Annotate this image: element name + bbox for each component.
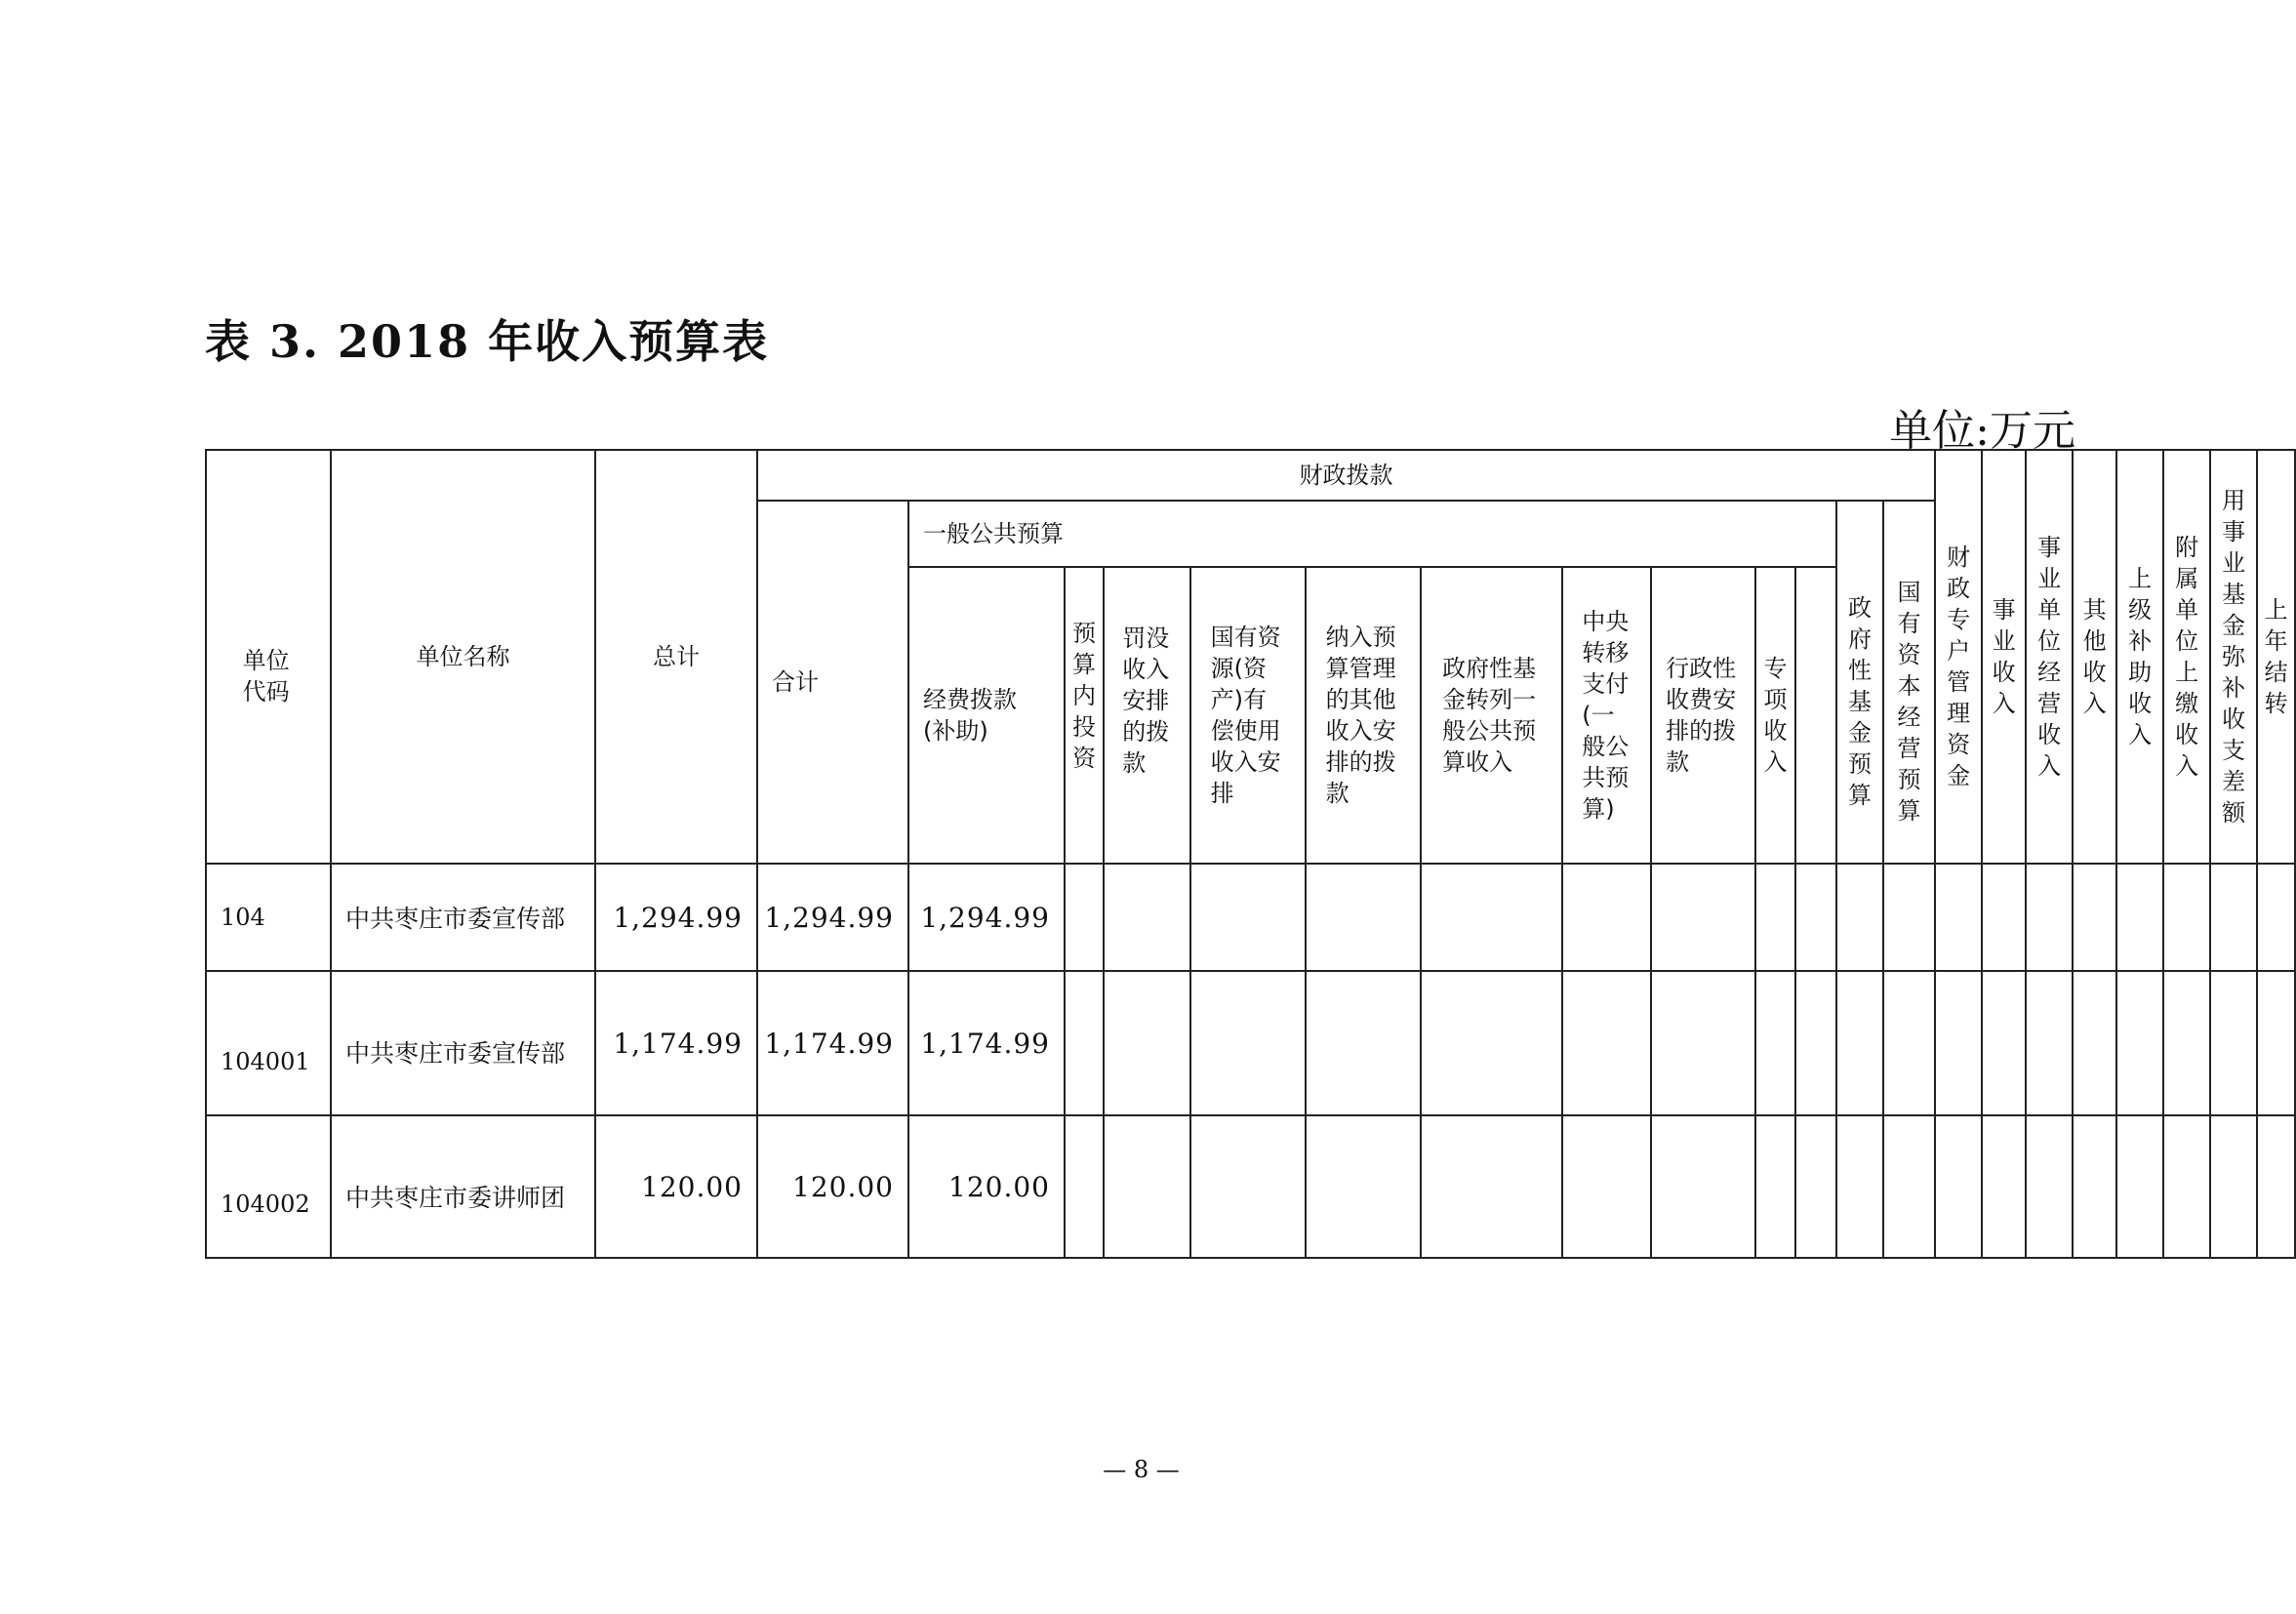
empty-cell bbox=[2116, 1115, 2163, 1258]
empty-cell bbox=[2026, 1115, 2073, 1258]
table-row bbox=[206, 1115, 2295, 1258]
empty-cell bbox=[1651, 971, 1755, 1115]
row-total: 120.00 bbox=[595, 1115, 757, 1258]
empty-cell bbox=[2163, 1115, 2210, 1258]
header-state-capital: 国有资本经营预算 bbox=[1883, 501, 1935, 864]
header-subsidiary-income: 附属单位上缴收入 bbox=[2163, 450, 2210, 864]
row-code: 104002 bbox=[206, 1115, 331, 1258]
empty-cell bbox=[1795, 1115, 1836, 1258]
empty-cell bbox=[1562, 1115, 1651, 1258]
header-gov-fund-budget: 政府性基金预算 bbox=[1836, 501, 1883, 864]
empty-cell bbox=[1306, 1115, 1421, 1258]
empty-cell bbox=[2257, 971, 2295, 1115]
table-row bbox=[206, 971, 2295, 1115]
empty-cell bbox=[1651, 864, 1755, 971]
empty-cell bbox=[2026, 864, 2073, 971]
empty-cell bbox=[1755, 1115, 1795, 1258]
header-total: 总计 bbox=[595, 450, 757, 864]
header-other-budget: 纳入预算管理的其他收入安排的拨款 bbox=[1306, 567, 1421, 864]
empty-cell bbox=[1982, 971, 2026, 1115]
table-row bbox=[206, 864, 2295, 971]
empty-cell bbox=[2163, 971, 2210, 1115]
empty-cell bbox=[1421, 864, 1562, 971]
empty-cell bbox=[2116, 971, 2163, 1115]
page-title: 表 3. 2018 年收入预算表 bbox=[205, 315, 770, 368]
empty-cell bbox=[1883, 971, 1935, 1115]
row-total: 1,174.99 bbox=[595, 971, 757, 1115]
empty-cell bbox=[1935, 1115, 1982, 1258]
empty-cell bbox=[1065, 1115, 1104, 1258]
empty-cell bbox=[1190, 864, 1306, 971]
empty-cell bbox=[1755, 971, 1795, 1115]
row-total: 1,294.99 bbox=[595, 864, 757, 971]
empty-cell bbox=[2210, 971, 2257, 1115]
row-name: 中共枣庄市委讲师团 bbox=[331, 1115, 595, 1258]
empty-cell bbox=[1190, 971, 1306, 1115]
row-funding: 120.00 bbox=[908, 1115, 1065, 1258]
header-subtotal: 合计 bbox=[757, 501, 908, 864]
header-penalty: 罚没收入安排的拨款 bbox=[1104, 567, 1190, 864]
empty-cell bbox=[1982, 1115, 2026, 1258]
row-name: 中共枣庄市委宣传部 bbox=[331, 864, 595, 971]
unit-label: 单位:万元 bbox=[1889, 406, 2075, 456]
row-funding: 1,174.99 bbox=[908, 971, 1065, 1115]
empty-cell bbox=[2073, 971, 2116, 1115]
empty-cell bbox=[1421, 1115, 1562, 1258]
header-fiscal: 财政拨款 bbox=[757, 450, 1935, 501]
empty-cell bbox=[1883, 1115, 1935, 1258]
row-code: 104 bbox=[206, 864, 331, 971]
empty-cell bbox=[1104, 1115, 1190, 1258]
row-subtotal: 120.00 bbox=[757, 1115, 908, 1258]
header-funding: 经费拨款(补助) bbox=[908, 567, 1065, 864]
header-state-assets: 国有资源(资产)有偿使用收入安排 bbox=[1190, 567, 1306, 864]
header-other-income: 其他收入 bbox=[2073, 450, 2116, 864]
header-carryover: 上年结转 bbox=[2257, 450, 2295, 864]
revenue-budget-table bbox=[205, 449, 2296, 1259]
empty-cell bbox=[2026, 971, 2073, 1115]
header-unit-name: 单位名称 bbox=[331, 450, 595, 864]
row-subtotal: 1,294.99 bbox=[757, 864, 908, 971]
header-superior-subsidy: 上级补助收入 bbox=[2116, 450, 2163, 864]
empty-cell bbox=[1190, 1115, 1306, 1258]
row-funding: 1,294.99 bbox=[908, 864, 1065, 971]
header-fund-balance: 用事业基金弥补收支差额 bbox=[2210, 450, 2257, 864]
empty-cell bbox=[1755, 864, 1795, 971]
empty-cell bbox=[1562, 864, 1651, 971]
row-name: 中共枣庄市委宣传部 bbox=[331, 971, 595, 1115]
empty-cell bbox=[1104, 864, 1190, 971]
header-operation-income: 事业单位经营收入 bbox=[2026, 450, 2073, 864]
empty-cell bbox=[1306, 864, 1421, 971]
empty-cell bbox=[1421, 971, 1562, 1115]
empty-cell bbox=[1065, 864, 1104, 971]
table-container bbox=[205, 449, 2288, 1259]
header-unit-code: 单位代码 bbox=[206, 450, 331, 864]
header-gov-fund-transfer: 政府性基金转列一般公共预算收入 bbox=[1421, 567, 1562, 864]
empty-cell bbox=[2257, 1115, 2295, 1258]
header-special-income: 专项收入 bbox=[1755, 567, 1795, 864]
empty-cell bbox=[1935, 971, 1982, 1115]
empty-cell bbox=[2073, 1115, 2116, 1258]
page-number: — 8 — bbox=[1103, 1456, 1180, 1483]
empty-cell bbox=[2163, 864, 2210, 971]
empty-cell bbox=[2116, 864, 2163, 971]
empty-cell bbox=[2210, 864, 2257, 971]
empty-cell bbox=[1836, 1115, 1883, 1258]
empty-cell bbox=[1562, 971, 1651, 1115]
empty-cell bbox=[1065, 971, 1104, 1115]
empty-cell bbox=[1104, 971, 1190, 1115]
header-business-income: 事业收入 bbox=[1982, 450, 2026, 864]
empty-cell bbox=[2073, 864, 2116, 971]
header-fiscal-special: 财政专户管理资金 bbox=[1935, 450, 1982, 864]
header-general-budget: 一般公共预算 bbox=[908, 501, 1836, 567]
empty-cell bbox=[1836, 971, 1883, 1115]
empty-cell bbox=[1935, 864, 1982, 971]
empty-cell bbox=[1795, 971, 1836, 1115]
row-code: 104001 bbox=[206, 971, 331, 1115]
header-admin-fee: 行政性收费安排的拨款 bbox=[1651, 567, 1755, 864]
empty-cell bbox=[1982, 864, 2026, 971]
empty-cell bbox=[2210, 1115, 2257, 1258]
empty-cell bbox=[1651, 1115, 1755, 1258]
empty-cell bbox=[1306, 971, 1421, 1115]
empty-cell bbox=[1883, 864, 1935, 971]
empty-cell bbox=[1836, 864, 1883, 971]
row-subtotal: 1,174.99 bbox=[757, 971, 908, 1115]
empty-cell bbox=[2257, 864, 2295, 971]
header-central-transfer: 中央转移支付(一般公共预算) bbox=[1562, 567, 1651, 864]
header-budget-invest: 预算内投资 bbox=[1065, 567, 1104, 864]
empty-cell bbox=[1795, 864, 1836, 971]
